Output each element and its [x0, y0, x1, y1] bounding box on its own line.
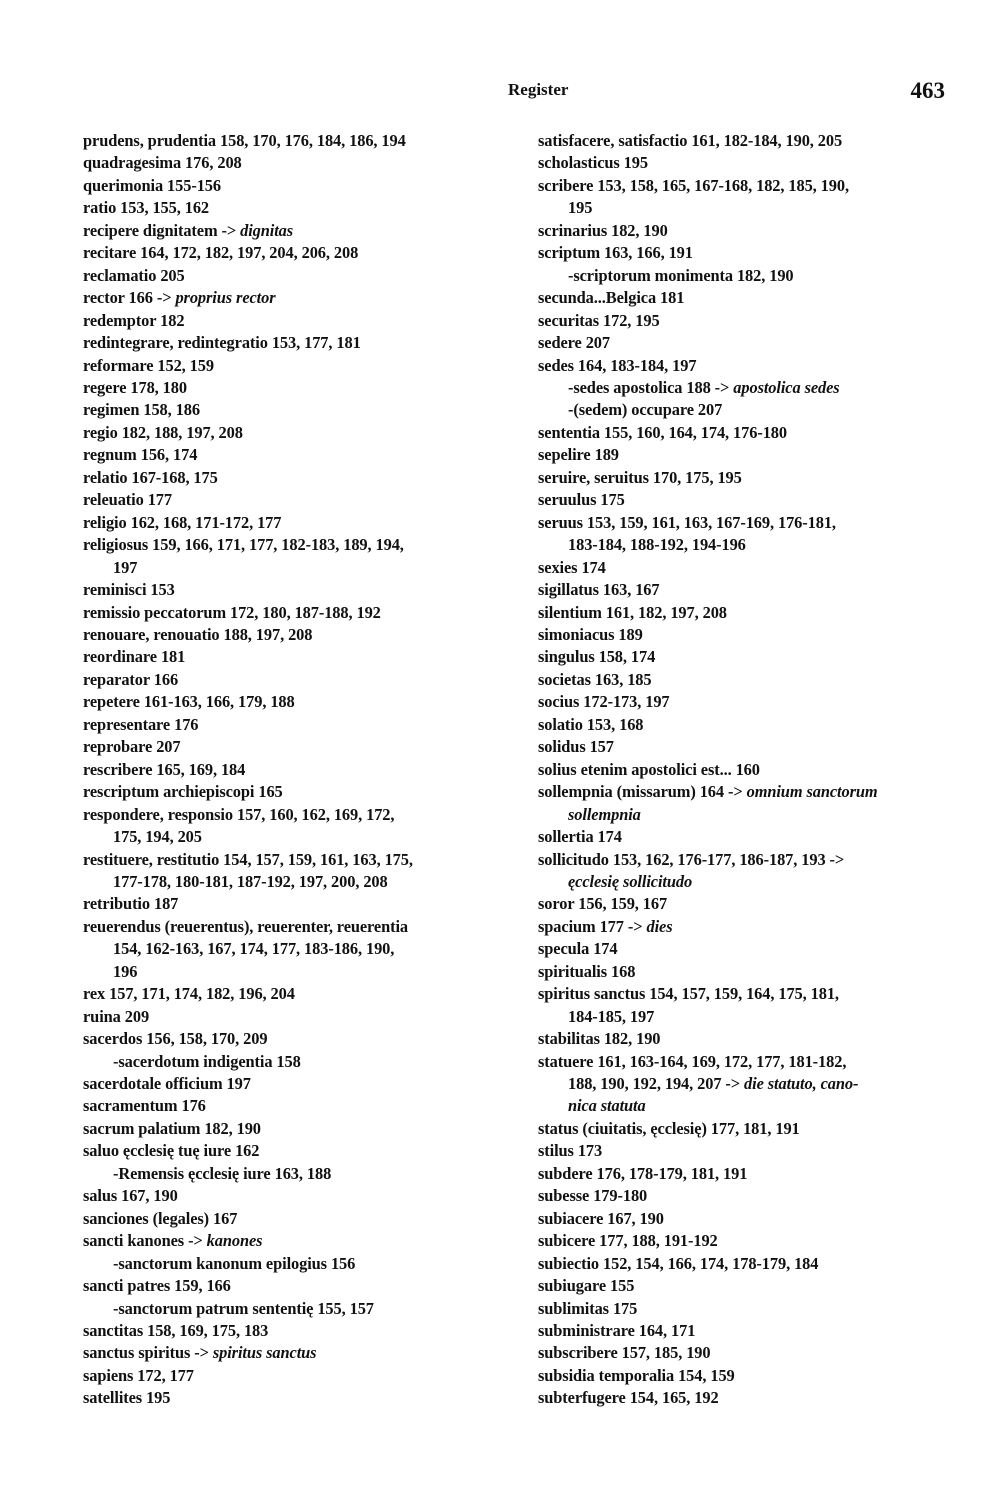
index-entry: reuerendus (reuerentus), reuerenter, reuerentia — [83, 916, 409, 936]
index-entry: subiacere 167, 190 — [538, 1208, 664, 1228]
index-entry: socius 172-173, 197 — [538, 692, 670, 712]
index-entry-continuation: 183-184, 188-192, 194-196 — [568, 535, 746, 555]
index-entry: sapiens 172, 177 — [83, 1365, 194, 1385]
index-entry: rescribere 165, 169, 184 — [83, 759, 246, 779]
index-entry: sexies 174 — [538, 557, 606, 577]
index-column-right — [538, 130, 946, 1410]
index-entry-continuation — [538, 1073, 946, 1095]
index-subentry: -(sedem) occupare 207 — [568, 400, 723, 420]
index-entry: subiugare 155 — [538, 1276, 635, 1296]
index-entry-continuation: 184-185, 197 — [568, 1006, 655, 1026]
entry-text: sollempnia (missarum) 164 -> — [538, 782, 743, 802]
index-entry: solatio 153, 168 — [538, 714, 644, 734]
index-entry: silentium 161, 182, 197, 208 — [538, 602, 727, 622]
index-entry: relatio 167-168, 175 — [83, 467, 218, 487]
index-entry: status (ciuitatis, ęcclesię) 177, 181, 191 — [538, 1118, 800, 1138]
cross-reference: dignitas — [240, 220, 294, 240]
index-entry: subterfugere 154, 165, 192 — [538, 1388, 719, 1408]
cross-reference-continuation: nica statuta — [568, 1096, 646, 1116]
entry-text: spacium 177 -> — [538, 916, 643, 936]
index-entry: secunda...Belgica 181 — [538, 288, 685, 308]
index-entry: reclamatio 205 — [83, 265, 185, 285]
entry-text: sancti kanones -> — [83, 1231, 203, 1251]
index-entry: releuatio 177 — [83, 490, 172, 510]
index-entry: reminisci 153 — [83, 580, 175, 600]
index-entry: sacramentum 176 — [83, 1096, 206, 1116]
index-entry: redintegrare, redintegratio 153, 177, 181 — [83, 333, 361, 353]
index-entry: subesse 179-180 — [538, 1186, 648, 1206]
index-entry: soror 156, 159, 167 — [538, 894, 668, 914]
index-entry — [83, 1342, 487, 1364]
index-entry: religio 162, 168, 171-172, 177 — [83, 512, 282, 532]
index-entry: quadragesima 176, 208 — [83, 153, 242, 173]
index-subentry: -sacerdotum indigentia 158 — [113, 1051, 301, 1071]
index-entry: satisfacere, satisfactio 161, 182-184, 190, 205 — [538, 131, 843, 150]
index-entry: regio 182, 188, 197, 208 — [83, 422, 243, 442]
index-entry: specula 174 — [538, 939, 618, 959]
index-entry: sanciones (legales) 167 — [83, 1208, 238, 1228]
index-entry — [83, 220, 487, 242]
entry-text: -sedes apostolica 188 -> — [568, 377, 730, 397]
cross-reference: apostolica sedes — [733, 377, 840, 397]
index-entry: satellites 195 — [83, 1388, 171, 1408]
index-entry: redemptor 182 — [83, 310, 185, 330]
index-entry: religiosus 159, 166, 171, 177, 182-183, 189, 194, — [83, 535, 404, 555]
index-entry: retributio 187 — [83, 894, 179, 914]
index-entry: subscribere 157, 185, 190 — [538, 1343, 711, 1363]
index-entry: sacerdos 156, 158, 170, 209 — [83, 1029, 268, 1049]
index-entry: societas 163, 185 — [538, 669, 652, 689]
index-entry: solidus 157 — [538, 737, 614, 757]
index-entry: respondere, responsio 157, 160, 162, 169, 172, — [83, 804, 395, 824]
index-entry: scriptum 163, 166, 191 — [538, 243, 693, 263]
index-entry: sollertia 174 — [538, 827, 622, 847]
index-entry: subdere 176, 178-179, 181, 191 — [538, 1163, 748, 1183]
index-entry: subiectio 152, 154, 166, 174, 178-179, 184 — [538, 1253, 819, 1273]
entry-text: rector 166 -> — [83, 288, 172, 308]
entry-text: recipere dignitatem -> — [83, 220, 237, 240]
index-entry: sacrum palatium 182, 190 — [83, 1118, 261, 1138]
cross-reference: omnium sanctorum — [746, 782, 878, 802]
index-entry: scribere 153, 158, 165, 167-168, 182, 185, 190, — [538, 175, 849, 195]
index-subentry — [538, 377, 946, 399]
index-entry: scholasticus 195 — [538, 153, 648, 173]
index-entry: rescriptum archiepiscopi 165 — [83, 782, 283, 802]
index-entry: reformare 152, 159 — [83, 355, 214, 375]
index-entry: sacerdotale officium 197 — [83, 1074, 251, 1094]
index-entry: ruina 209 — [83, 1006, 150, 1026]
index-entry: rex 157, 171, 174, 182, 196, 204 — [83, 984, 295, 1004]
index-entry: sepelire 189 — [538, 445, 619, 465]
running-title: Register — [508, 80, 569, 99]
index-subentry: -sanctorum kanonum epilogius 156 — [113, 1253, 356, 1273]
index-entry: sedes 164, 183-184, 197 — [538, 355, 697, 375]
index-entry — [83, 1230, 487, 1252]
index-entry: recitare 164, 172, 182, 197, 204, 206, 208 — [83, 243, 359, 263]
index-entry — [538, 781, 946, 803]
index-entry: reprobare 207 — [83, 737, 181, 757]
index-column-left — [83, 130, 487, 1410]
index-entry-continuation: 197 — [113, 557, 138, 577]
index-entry: regere 178, 180 — [83, 377, 187, 397]
index-entry: sollicitudo 153, 162, 176-177, 186-187, 193 -> — [538, 849, 845, 869]
cross-reference-continuation: ęcclesię sollicitudo — [568, 871, 693, 891]
index-entry: regimen 158, 186 — [83, 400, 200, 420]
index-entry: scrinarius 182, 190 — [538, 220, 668, 240]
index-entry — [83, 287, 487, 309]
cross-reference-continuation: sollempnia — [568, 804, 641, 824]
entry-text: 188, 190, 192, 194, 207 -> — [568, 1074, 741, 1094]
cross-reference: spiritus sanctus — [212, 1343, 317, 1363]
index-entry: singulus 158, 174 — [538, 647, 656, 667]
index-entry: seruire, seruitus 170, 175, 195 — [538, 467, 742, 487]
index-entry: ratio 153, 155, 162 — [83, 198, 210, 218]
index-entry: seruulus 175 — [538, 490, 625, 510]
index-entry: sententia 155, 160, 164, 174, 176-180 — [538, 422, 787, 442]
index-entry-continuation: 196 — [113, 961, 138, 981]
index-entry: stabilitas 182, 190 — [538, 1029, 661, 1049]
index-entry: subsidia temporalia 154, 159 — [538, 1365, 735, 1385]
cross-reference: dies — [646, 916, 673, 936]
index-entry: solius etenim apostolici est... 160 — [538, 759, 760, 779]
index-entry-continuation: 175, 194, 205 — [113, 827, 202, 847]
index-entry: simoniacus 189 — [538, 624, 643, 644]
index-entry: representare 176 — [83, 714, 199, 734]
index-entry: statuere 161, 163-164, 169, 172, 177, 181-182, — [538, 1051, 847, 1071]
page-header — [0, 78, 1000, 112]
cross-reference: kanones — [206, 1231, 263, 1251]
index-entry: stilus 173 — [538, 1141, 603, 1161]
index-entry: sublimitas 175 — [538, 1298, 638, 1318]
index-entry: sigillatus 163, 167 — [538, 580, 660, 600]
index-entry: reparator 166 — [83, 669, 179, 689]
index-entry: sanctitas 158, 169, 175, 183 — [83, 1321, 269, 1341]
index-entry: repetere 161-163, 166, 179, 188 — [83, 692, 295, 712]
index-entry-continuation: 177-178, 180-181, 187-192, 197, 200, 208 — [113, 871, 388, 891]
index-entry: regnum 156, 174 — [83, 445, 198, 465]
index-subentry: -scriptorum monimenta 182, 190 — [568, 265, 794, 285]
index-entry-continuation: 154, 162-163, 167, 174, 177, 183-186, 190, — [113, 939, 395, 959]
index-entry: restituere, restitutio 154, 157, 159, 161, 163, 175, — [83, 849, 413, 869]
index-entry: subministrare 164, 171 — [538, 1321, 696, 1341]
index-entry: salus 167, 190 — [83, 1186, 178, 1206]
page-number: 463 — [910, 78, 945, 103]
index-entry: spiritualis 168 — [538, 961, 636, 981]
index-entry: sedere 207 — [538, 333, 610, 353]
index-entry: reordinare 181 — [83, 647, 186, 667]
entry-text: sanctus spiritus -> — [83, 1343, 209, 1363]
index-entry: sancti patres 159, 166 — [83, 1276, 231, 1296]
cross-reference: proprius rector — [175, 288, 276, 308]
index-entry: subicere 177, 188, 191-192 — [538, 1231, 718, 1251]
index-entry: seruus 153, 159, 161, 163, 167-169, 176-181, — [538, 512, 836, 532]
index-entry: securitas 172, 195 — [538, 310, 660, 330]
index-subentry: -Remensis ęcclesię iure 163, 188 — [113, 1163, 332, 1183]
cross-reference: die statuto, cano- — [744, 1074, 859, 1094]
index-entry — [538, 916, 946, 938]
index-entry: spiritus sanctus 154, 157, 159, 164, 175, 181, — [538, 984, 839, 1004]
index-subentry: -sanctorum patrum sententię 155, 157 — [113, 1298, 374, 1318]
index-entry: renouare, renouatio 188, 197, 208 — [83, 624, 313, 644]
index-entry: saluo ęcclesię tuę iure 162 — [83, 1141, 260, 1161]
index-entry: querimonia 155-156 — [83, 175, 221, 195]
index-entry: remissio peccatorum 172, 180, 187-188, 192 — [83, 602, 381, 622]
index-entry: prudens, prudentia 158, 170, 176, 184, 186, 194 — [83, 131, 406, 150]
index-entry-continuation: 195 — [568, 198, 593, 218]
